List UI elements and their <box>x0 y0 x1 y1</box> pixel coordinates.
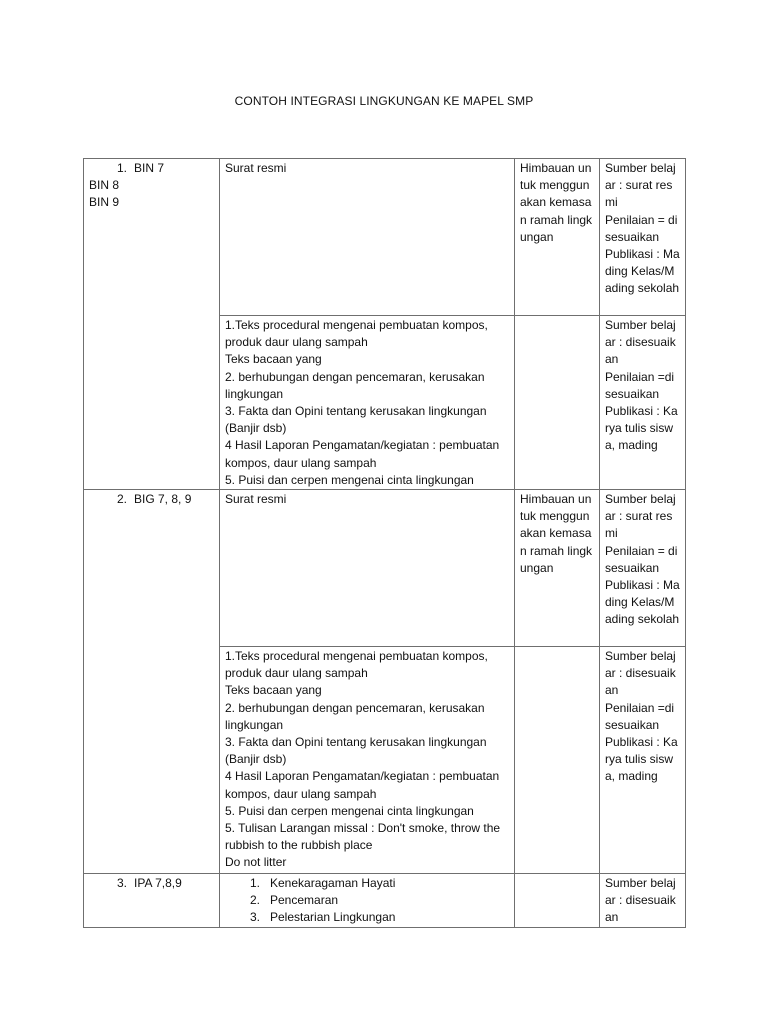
note-line: Publikasi : Karya tulis siswa, mading <box>605 404 678 453</box>
list-text: Pencemaran <box>270 893 339 908</box>
subject-line: BIG 7, 8, 9 <box>134 492 192 507</box>
subject-line: BIN 9 <box>89 195 120 210</box>
note-line: Sumber belajar : surat resmi <box>605 161 676 210</box>
list-number: 2. <box>249 893 260 908</box>
topic-list <box>225 875 509 927</box>
note-line: Penilaian =disesuaikan <box>605 369 675 401</box>
subject-cell <box>84 874 220 928</box>
method-cell <box>515 647 600 874</box>
subject-line: BIN 7 <box>134 161 165 175</box>
material-line: Surat resmi <box>225 161 287 175</box>
material-line: Surat resmi <box>225 492 287 507</box>
subject-cell <box>84 490 220 874</box>
note-line: Penilaian =disesuaikan <box>605 700 675 732</box>
integration-table <box>83 158 686 928</box>
list-item <box>225 909 509 926</box>
document-title: CONTOH INTEGRASI LINGKUNGAN KE MAPEL SMP <box>234 94 534 108</box>
row-number: 3. <box>116 876 127 891</box>
list-text: Kenekaragaman Hayati <box>270 876 396 891</box>
method-cell: Himbauan untuk menggunakan kemasan ramah lingkungan <box>515 490 600 647</box>
note-line: Publikasi : Mading Kelas/Mading sekolah <box>605 247 680 296</box>
note-cell <box>600 316 686 490</box>
note-cell <box>600 490 686 647</box>
list-text: Pelestarian Lingkungan <box>270 910 396 925</box>
material-line: 3. Fakta dan Opini tentang kerusakan lingkungan (Banjir dsb) <box>225 404 487 436</box>
material-line: 2. berhubungan dengan pencemaran, kerusakan lingkungan <box>225 369 485 401</box>
material-line: 5. Puisi dan cerpen mengenai cinta lingkungan <box>225 803 474 818</box>
material-line: Do not litter <box>225 855 287 870</box>
note-cell <box>600 874 686 928</box>
material-line: 4 Hasil Laporan Pengamatan/kegiatan : pembuatan kompos, daur ulang sampah <box>225 769 500 801</box>
subject-line: IPA 7,8,9 <box>134 876 182 891</box>
material-cell <box>220 159 515 316</box>
table-row <box>84 490 686 647</box>
note-line: Sumber belajar : disesuaikan <box>605 876 676 925</box>
method-cell: Himbauan untuk menggunakan kemasan ramah lingkungan <box>515 159 600 316</box>
material-line: 5. Puisi dan cerpen mengenai cinta lingkungan <box>225 472 474 487</box>
row-number: 1. <box>116 161 127 175</box>
table-row <box>84 159 686 316</box>
material-cell <box>220 316 515 490</box>
row-number: 2. <box>116 492 127 507</box>
material-line: 5. Tulisan Larangan missal : Don't smoke, throw the rubbish to the rubbish place <box>225 821 501 853</box>
material-line: Teks bacaan yang <box>225 683 322 698</box>
note-cell <box>600 159 686 316</box>
list-number: 3. <box>249 910 260 925</box>
material-line: 1.Teks procedural mengenai pembuatan kompos, produk daur ulang sampah <box>225 649 488 681</box>
method-cell <box>515 874 600 928</box>
note-line: Sumber belajar : disesuaikan <box>605 649 676 698</box>
material-cell <box>220 490 515 647</box>
material-line: 3. Fakta dan Opini tentang kerusakan lingkungan (Banjir dsb) <box>225 735 487 767</box>
table-row <box>84 874 686 928</box>
material-cell <box>220 647 515 874</box>
note-line: Sumber belajar : disesuaikan <box>605 318 676 367</box>
method-cell <box>515 316 600 490</box>
material-line: 4 Hasil Laporan Pengamatan/kegiatan : pembuatan kompos, daur ulang sampah <box>225 438 500 470</box>
note-line: Sumber belajar : surat resmi <box>605 492 676 541</box>
list-item <box>225 875 509 892</box>
list-item <box>225 892 509 909</box>
material-line: 1.Teks procedural mengenai pembuatan kompos, produk daur ulang sampah <box>225 318 488 350</box>
list-number: 1. <box>249 876 260 891</box>
note-line: Publikasi : Karya tulis siswa, mading <box>605 735 678 784</box>
material-cell <box>220 874 515 928</box>
subject-cell <box>84 159 220 490</box>
note-line: Publikasi : Mading Kelas/Mading sekolah <box>605 578 680 627</box>
note-cell <box>600 647 686 874</box>
subject-line: BIN 8 <box>89 178 120 193</box>
note-line: Penilaian = disesuaikan <box>605 543 678 575</box>
material-line: Teks bacaan yang <box>225 352 322 367</box>
material-line: 2. berhubungan dengan pencemaran, kerusakan lingkungan <box>225 700 485 732</box>
note-line: Penilaian = disesuaikan <box>605 212 678 244</box>
